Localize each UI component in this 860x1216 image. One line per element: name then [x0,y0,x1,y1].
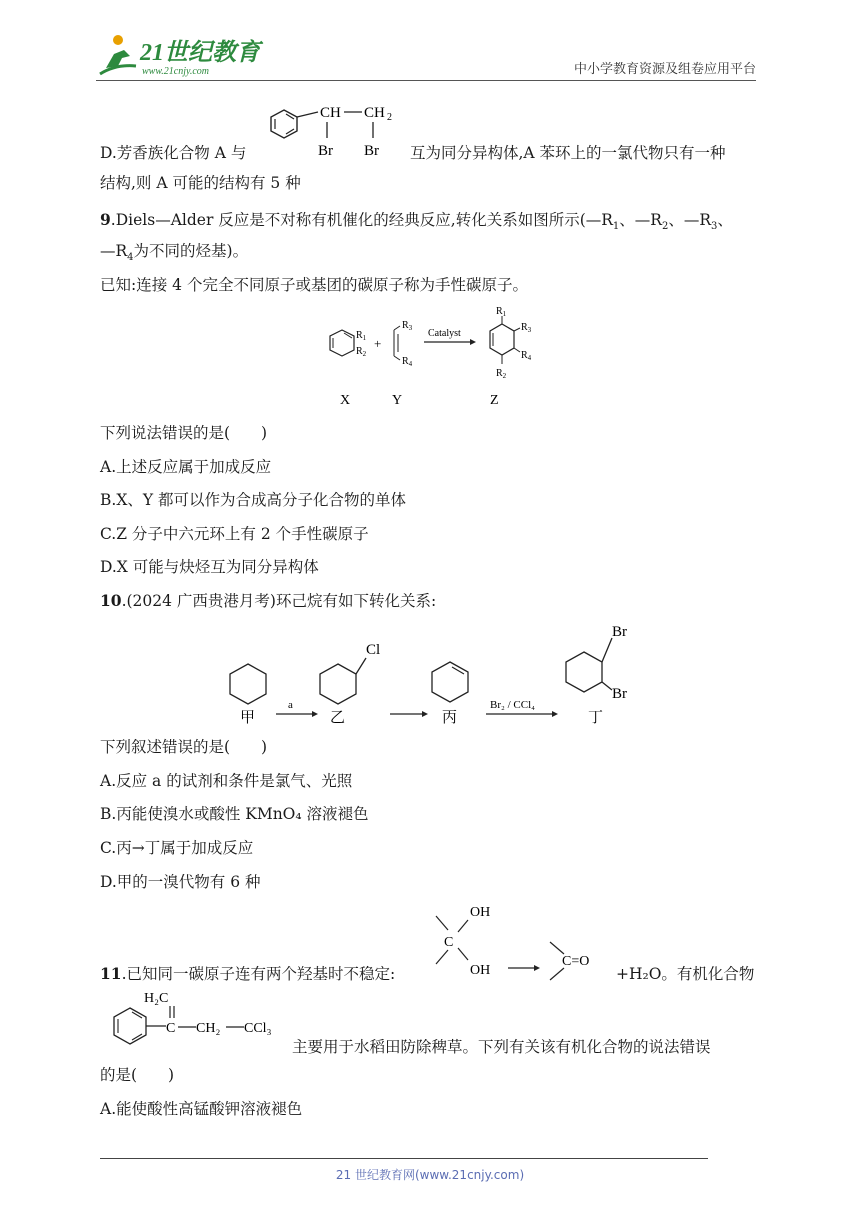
q9-stem-line2: $—R_4$为不同的烃基)。 [100,242,249,264]
runner-icon [100,35,136,74]
svg-text:R4: $R_4$ [521,350,532,362]
q10-yi: 乙 [330,710,346,726]
site-logo[interactable] [96,30,266,80]
q10-br1: Br [612,624,627,640]
svg-text:R2: $R_2$ [356,346,367,358]
q8-ch2: CH [364,105,385,121]
q11-c: C [444,935,454,950]
q9-plus: + [374,336,382,351]
q11-number: 11 [100,964,122,983]
q8-ch: CH [320,105,341,121]
q9-number: 9 [100,210,111,229]
q11-option-a: A.能使酸性高锰酸钾溶液褪色 [100,1100,303,1118]
q11-ch2: CH₂ [196,1021,221,1036]
q8-br1: Br [318,143,333,159]
q11-ccl3: CCl₃ [244,1021,272,1036]
q9-stem: 9.Diels—Alder 反应是不对称有机催化的经典反应,转化关系如图所示($—R_1$、$—R_2$、$—R_3$、 [100,210,733,233]
q10-arrow-a: a [288,699,293,711]
q9-line1-end: 、 [717,211,733,229]
q10-question: 下列叙述错误的是( ) [100,738,268,756]
svg-text:R1: $R_1$ [496,306,507,318]
q9-line1-r3: 、—R [668,211,712,229]
q11-oh2: OH [470,963,491,978]
q9-option-a: A.上述反应属于加成反应 [100,458,272,476]
footer-link[interactable]: 21 世纪教育网(www.21cnjy.com) [335,1168,525,1182]
q9-catalyst: Catalyst [428,328,461,339]
q9-option-d: D.X 可能与炔烃互为同分异构体 [100,558,319,576]
q8-d-suffix: 互为同分异构体,A 苯环上的一氯代物只有一种 [410,144,726,162]
q9-label-z: Z [490,393,499,408]
q9-label-x: X [340,393,351,408]
q10-cl: Cl [366,642,381,658]
logo-title: 21世纪教育 [140,40,260,66]
q9-line2-a: —R [100,242,128,260]
svg-text:R3: $R_3$ [402,320,413,332]
q9-line1: .Diels—Alder 反应是不对称有机催化的经典反应,转化关系如图所示(—R [110,211,613,229]
q10-option-c: C.丙→丁属于加成反应 [100,839,254,857]
q10-reagent: Br₂ / CCl₄ [490,699,535,711]
q8-d-line2: 结构,则 A 可能的结构有 5 种 [100,174,301,192]
q11-oh1: OH [470,905,491,920]
q10-reaction-scheme [220,618,640,734]
q9-line2-b: 为不同的烃基)。 [133,242,249,260]
q11-stem-b: +H₂O。有机化合物 [616,965,755,983]
q8-d-prefix: D.芳香族化合物 A 与 [100,144,247,162]
q9-option-b: B.X、Y 都可以作为合成高分子化合物的单体 [100,491,407,509]
header-divider [96,80,756,81]
q11-compound-structure [100,984,286,1062]
q8-option-d [100,142,246,164]
svg-text:R4: $R_4$ [402,356,413,368]
svg-text:R1: $R_1$ [356,330,367,342]
q9-label-y: Y [392,393,403,408]
svg-text:R3: $R_3$ [521,322,532,334]
svg-text:R2: $R_2$ [496,368,507,380]
q10-option-d: D.甲的一溴代物有 6 种 [100,873,261,891]
q9-question: 下列说法错误的是( ) [100,424,268,442]
q10-ding: 丁 [588,710,604,726]
q9-known: 已知:连接 4 个完全不同原子或基团的碳原子称为手性碳原子。 [100,276,528,294]
q11-line2: 主要用于水稻田防除稗草。下列有关该有机化合物的说法错误 [292,1038,711,1056]
q10-bing: 丙 [442,710,458,726]
q8-br2: Br [364,143,379,159]
q11-line3: 的是( ) [100,1066,175,1084]
q10-number: 10 [100,591,122,610]
q10-stem [100,590,436,612]
q10-jia: 甲 [240,710,256,726]
q11-h2c: H₂C [144,991,169,1006]
q9-option-c: C.Z 分子中六元环上有 2 个手性碳原子 [100,525,369,543]
q11-gem-diol-scheme [428,898,618,994]
q11-c2: C [166,1021,176,1036]
header-platform-text: 中小学教育资源及组卷应用平台 [573,62,756,77]
q10-stem-text: .(2024 广西贵港月考)环己烷有如下转化关系: [121,592,437,610]
q10-option-b: B.丙能使溴水或酸性 KMnO₄ 溶液褪色 [100,805,369,823]
q9-reaction-scheme [322,302,542,416]
logo-url: www.21cnjy.com [142,66,210,77]
q10-br2: Br [612,686,627,702]
q11-stem-a: .已知同一碳原子连有两个羟基时不稳定: [121,965,396,983]
q11-stem [100,963,395,985]
footer-divider [100,1158,708,1159]
q11-co: C=O [562,954,590,969]
q10-option-a: A.反应 a 的试剂和条件是氯气、光照 [100,772,353,790]
q9-line1-r2: 、—R [619,211,662,229]
q8-ch2-sub: 2 [387,112,392,123]
q8-structure [262,100,412,170]
